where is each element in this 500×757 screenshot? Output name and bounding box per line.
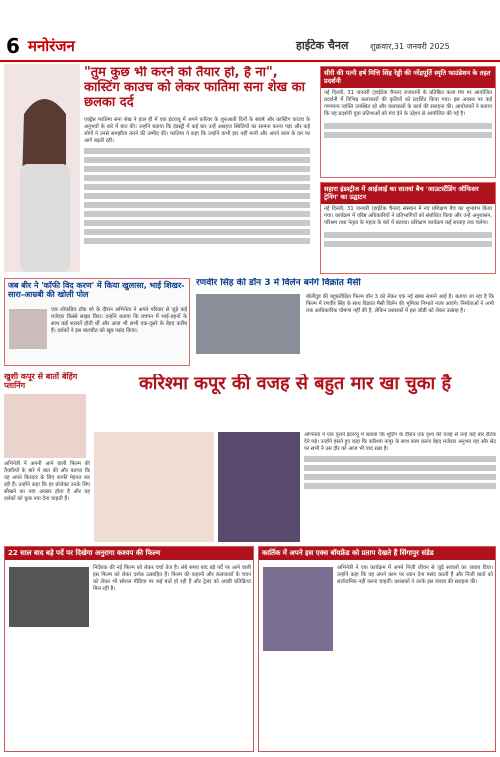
actor-photo (9, 309, 47, 349)
lead-photo (4, 64, 80, 272)
training-headline: सहारा इंडस्ट्रीज में आईआई का सातवां बैच 'आउटस्टैंडिंग ऑफिसर ट्रेनिंग' का उद्घाटन (321, 183, 495, 204)
article-kartik (258, 546, 496, 752)
lead-body: एक्ट्रेस फातिमा सना शेख ने हाल ही में एक इंटरव्यू में अपने करियर के शुरुआती दिनों के संघर्ष और कास्टिंग काउच के अनुभवों के बारे में बात की। उन्होंने बताया कि इंडस्ट्री में कई बार उन्हें असहज स्थितियों का सामना करना पड़ा और कई लोगों ने उनसे समझौता करने की उम्मीद की। फातिमा ने कहा कि उन्होंने कभी हार नहीं मानी और अपने काम के दम पर आगे बढ़ती रहीं। (84, 116, 310, 144)
karisma-body: अभिनेता ने एक पुराने इंटरव्यू में बताया कि शूटिंग के दौरान एक दृश्य की वजह से उन्हें कई बार रीटेक देने पड़े। उन्होंने हंसते हुए कहा कि करिश्मा कपूर के साथ काम करना बेहद मजेदार अनुभव रहा और सेट पर सभी ने उस दौर को आज भी याद रखा है। (304, 432, 496, 453)
newspaper-brand: हाईटेक चैनल (296, 39, 349, 52)
koffee-headline: जब बीर ने 'कॉफी विद करण' में किया खुलासा, भाई शिखर-सारा-आम्रबी की खोली पोल (8, 281, 185, 300)
karisma-photo (94, 432, 214, 542)
don3-headline: रणवीर सिंह की डॉन 3 में विलेन बनेंगे विक्रांत मैसी (196, 278, 361, 288)
exhibition-body: नई दिल्ली, 31 जनवरी (हाईटेक चैनल) राजधानी के प्रतिष्ठित कला मंच पर आयोजित प्रदर्शनी में विभिन्न कलाकारों की कृतियों को प्रदर्शित किया गया। इस अवसर पर कई गणमान्य व्यक्ति उपस्थित रहे और कलाकारों के कार्य की सराहना की। आयोजकों ने बताया कि यह प्रदर्शनी युवा प्रतिभाओं को मंच देने के उद्देश्य से आयोजित की गई है। (324, 89, 492, 117)
karisma-headline: करिश्मा कपूर की वजह से बहुत मार खा चुका है (138, 374, 452, 394)
article-lead (84, 66, 310, 272)
koffee-body: एक लोकप्रिय टॉक शो के दौरान अभिनेता ने अपने परिवार से जुड़े कई मजेदार किस्से साझा किए। उन्होंने बताया कि बचपन में भाई-बहनों के साथ कई शरारतें होती थीं और आज भी सभी एक-दूसरे के बेहद करीब हैं। दर्शकों ने इस बातचीत को खूब पसंद किया। (51, 307, 187, 335)
page-header (0, 0, 500, 62)
article-training (320, 182, 496, 274)
page-number: 6 (6, 34, 20, 58)
don3-body: बॉलीवुड की बहुप्रतीक्षित फिल्म डॉन 3 को लेकर एक नई खबर सामने आई है। बताया जा रहा है कि फिल्म में रणवीर सिंह के साथ विक्रांत मैसी विलेन की भूमिका निभाते नजर आएंगे। निर्माताओं ने अभी तक आधिकारिक घोषणा नहीं की है, लेकिन प्रशंसकों में इस जोड़ी को लेकर उत्साह है। (306, 294, 494, 315)
ranveer-photo (196, 294, 300, 354)
article-don3 (196, 278, 496, 370)
anurag-photo (9, 567, 89, 627)
kartik-headline: कार्तिक में अपने इस एक्स बॉयफ्रेंड को प्रताप देखते हैं सिंगापुर संडेड (259, 547, 495, 560)
article-karisma-headline-block (94, 374, 496, 432)
lead-headline: "तुम कुछ भी करने को तैयार हो, है ना", कास्टिंग काउच को लेकर फातिमा सना शेख का छलका दर्द (84, 66, 306, 110)
exhibition-headline: सीरी की पत्नी हर्ष मित्ति सिंह रेड्डी की नरेंद्रपूर्ति स्मृति फाउंडेशन के तहत प्रदर्शनी (321, 67, 495, 88)
woman-portrait-image (4, 64, 80, 272)
khushi-photo (4, 394, 86, 458)
kartik-body: अभिनेत्री ने एक कार्यक्रम में अपने निजी जीवन से जुड़े सवालों का जवाब दिया। उन्होंने कहा कि वह अपने काम पर ध्यान देना पसंद करती हैं और निजी बातों को सार्वजनिक नहीं करना चाहतीं। प्रशंसकों ने उनके इस जवाब की सराहना की। (337, 565, 493, 586)
article-exhibition (320, 66, 496, 178)
article-karisma-body (304, 432, 496, 542)
kartik-photo (263, 567, 333, 651)
couple-photo (218, 432, 300, 542)
article-anurag (4, 546, 254, 752)
issue-date: शुक्रवार,31 जनवरी 2025 (370, 42, 450, 51)
article-khushi (4, 372, 90, 520)
khushi-body: अभिनेत्री ने अपनी आने वाली फिल्म की तैयारियों के बारे में बात की और बताया कि वह अपने किरदार के लिए काफी मेहनत कर रही हैं। उन्होंने कहा कि हर प्रोजेक्ट उनके लिए सीखने का नया अवसर होता है और वह दर्शकों को कुछ नया देना चाहती हैं। (4, 461, 90, 503)
anurag-headline: 22 साल बाद बड़े पर्दे पर दिखेगा अनुरागा कश्यप की फिल्म (5, 547, 253, 560)
khushi-headline: खुशी कपूर से बातों बेहिंग प्लानिंग (4, 372, 78, 391)
anurag-body: निर्देशक की नई फिल्म को लेकर चर्चा तेज है। लंबे समय बाद बड़े पर्दे पर आने वाली इस फिल्म को लेकर दर्शक उत्साहित हैं। फिल्म की कहानी और कलाकारों के चयन को लेकर भी सोशल मीडिया पर कई बातें हो रही हैं और ट्रेलर को अच्छी प्रतिक्रिया मिल रही है। (93, 565, 251, 593)
article-koffee (4, 278, 190, 366)
training-body: नई दिल्ली, 31 जनवरी (हाईटेक चैनल) संस्थान में नए प्रशिक्षण बैच का शुभारंभ किया गया। कार्यक्रम में वरिष्ठ अधिकारियों ने प्रतिभागियों को संबोधित किया और उन्हें अनुशासन, परिश्रम तथा नेतृत्व के महत्व के बारे में बताया। प्रशिक्षण कार्यक्रम कई सप्ताह तक चलेगा। (324, 205, 492, 226)
section-title: मनोरंजन (28, 37, 75, 55)
